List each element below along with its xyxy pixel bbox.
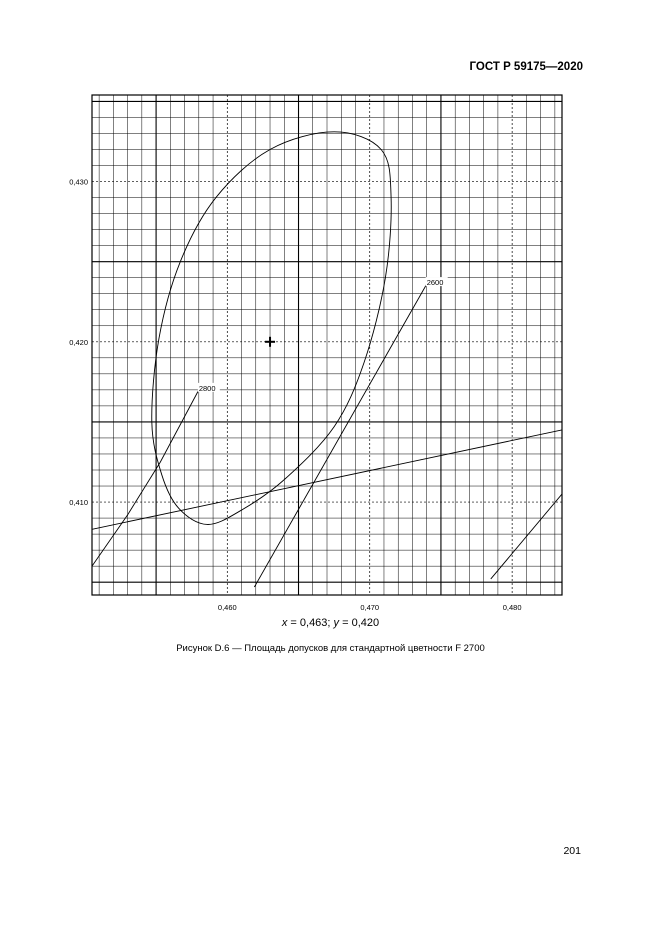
page-number: 201 — [563, 845, 581, 857]
labels — [69, 178, 521, 612]
isotemperature-label: 2600 — [426, 278, 444, 288]
isotemperature-label: 2800 — [198, 383, 216, 393]
x-variable: x — [281, 617, 288, 629]
document-header: ГОСТ Р 59175—2020 — [469, 61, 583, 73]
center-coordinates-caption — [0, 617, 661, 629]
x-tick-label: 0,480 — [502, 603, 522, 612]
y-variable: y — [333, 617, 340, 629]
x-value: = 0,463; — [287, 617, 334, 629]
y-value: = 0,420 — [339, 617, 380, 629]
grid — [92, 95, 562, 595]
y-tick-label: 0,420 — [69, 337, 88, 347]
y-tick-label: 0,430 — [69, 177, 88, 187]
y-tick-label: 0,410 — [69, 498, 88, 508]
isotemperature-line — [92, 390, 199, 566]
figure-caption: Рисунок D.6 — Площадь допусков для стандартной цветности F 2700 — [176, 643, 485, 654]
isotemperature-line — [254, 284, 426, 587]
x-tick-label: 0,470 — [360, 603, 380, 612]
x-tick-label: 0,460 — [217, 603, 237, 612]
